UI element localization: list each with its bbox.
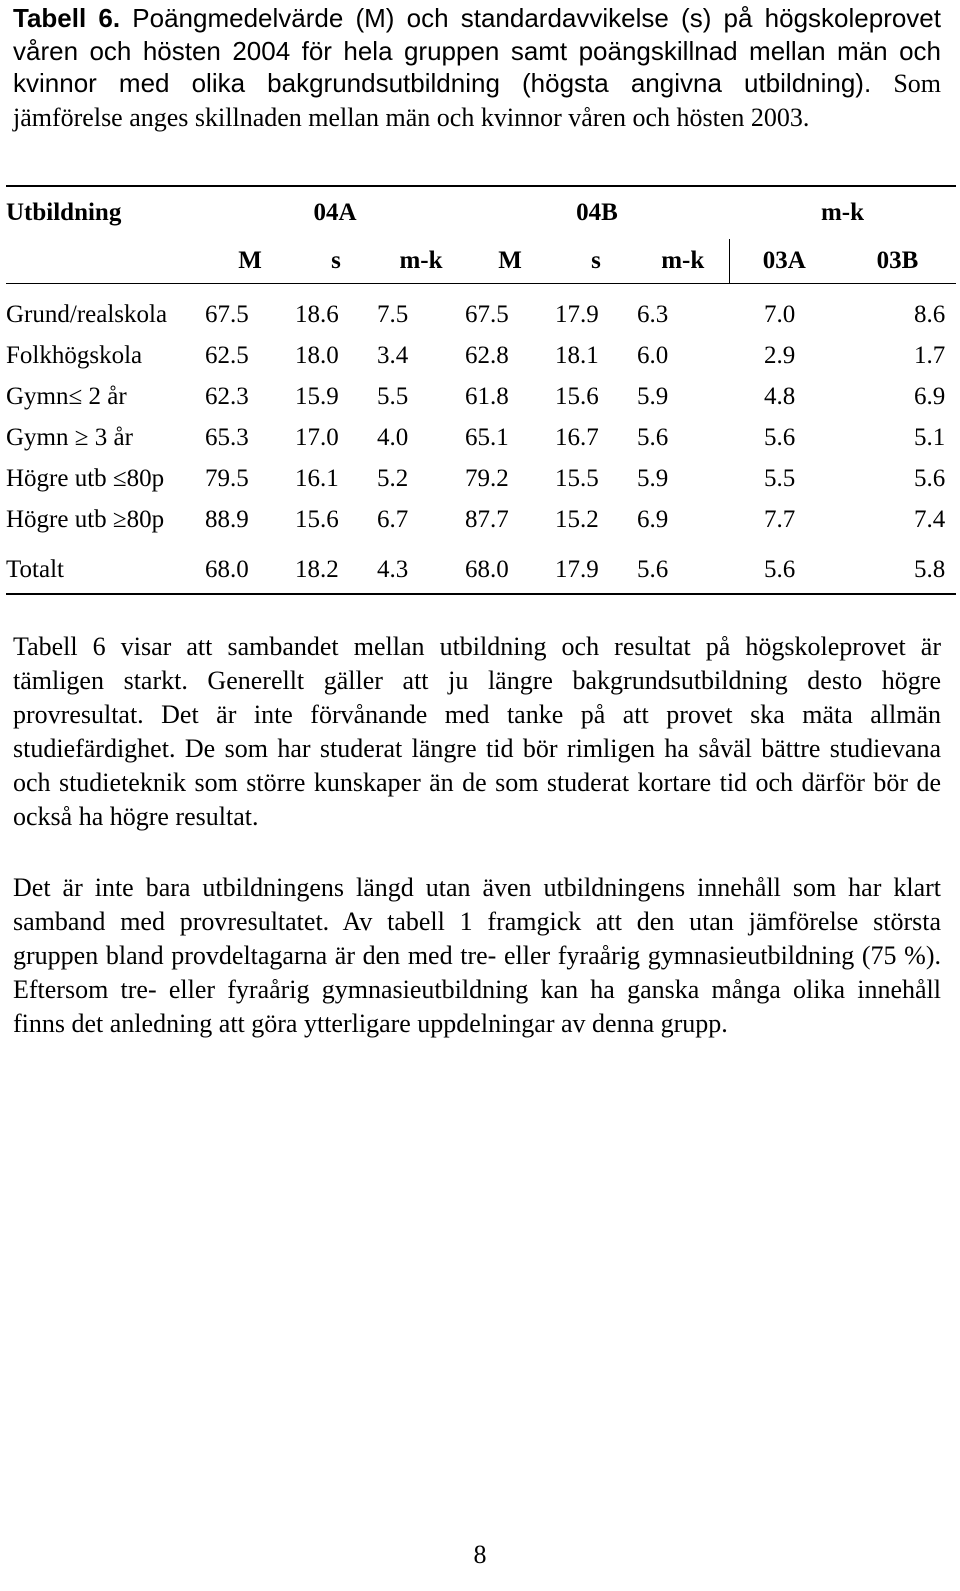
table-header-columns xyxy=(6,239,956,284)
header-col: 03A xyxy=(729,239,839,284)
header-empty xyxy=(6,239,205,284)
header-04a: 04A xyxy=(205,186,465,239)
caption-label: Tabell 6. xyxy=(13,3,121,33)
cell: 5.2 xyxy=(377,464,409,492)
cell: 8.6 xyxy=(914,300,946,328)
cell: 15.9 xyxy=(295,382,339,410)
cell: 7.0 xyxy=(764,300,796,328)
header-mk: m-k xyxy=(729,186,956,239)
cell: 62.5 xyxy=(205,341,249,369)
cell: 68.0 xyxy=(465,540,555,594)
cell: 18.6 xyxy=(295,300,339,328)
cell: 17.0 xyxy=(295,423,339,451)
cell: 5.5 xyxy=(377,382,409,410)
cell: 79.5 xyxy=(205,464,249,492)
header-col: s xyxy=(555,239,637,284)
cell: 5.6 xyxy=(764,423,796,451)
cell: 1.7 xyxy=(914,341,946,369)
row-label-total: Totalt xyxy=(6,540,205,594)
cell: 6.3 xyxy=(637,300,669,328)
row-label: Gymn≤ 2 år xyxy=(6,382,127,410)
cell: 5.6 xyxy=(729,540,839,594)
page-number: 8 xyxy=(473,1540,487,1569)
header-col: s xyxy=(295,239,377,284)
row-label: Högre utb ≥80p xyxy=(6,505,165,533)
table-row xyxy=(6,284,956,336)
cell: 68.0 xyxy=(205,540,295,594)
cell: 87.7 xyxy=(465,505,509,533)
cell: 6.9 xyxy=(914,382,946,410)
table-row xyxy=(6,335,956,376)
cell: 2.9 xyxy=(764,341,796,369)
cell: 6.0 xyxy=(637,341,669,369)
cell: 6.7 xyxy=(377,505,409,533)
header-col: M xyxy=(465,239,555,284)
cell: 4.8 xyxy=(764,382,796,410)
header-col: M xyxy=(205,239,295,284)
header-04b: 04B xyxy=(465,186,729,239)
row-label: Gymn ≥ 3 år xyxy=(6,423,133,451)
body-paragraph: Tabell 6 visar att sambandet mellan utbildning och resultat på högskoleprovet är tämligen starkt. Generellt gäller att ju längre bakgrundsutbildning desto högre provresultat. Det är inte förvånande med tanke på att provet ska mäta allmän studiefärdighet. De som har studerat längre tid bör rimligen ha såväl bättre studievana och studieteknik som större kunskaper än de som studerat kortare tid och därför bör de också ha högre resultat. xyxy=(13,632,941,831)
cell: 17.9 xyxy=(555,540,637,594)
cell: 5.8 xyxy=(839,540,956,594)
cell: 3.4 xyxy=(377,341,409,369)
cell: 18.1 xyxy=(555,341,599,369)
cell: 7.7 xyxy=(764,505,796,533)
cell: 16.7 xyxy=(555,423,599,451)
table-row xyxy=(6,458,956,499)
cell: 6.9 xyxy=(637,505,669,533)
row-label: Högre utb ≤80p xyxy=(6,464,165,492)
cell: 4.0 xyxy=(377,423,409,451)
table-row-total xyxy=(6,540,956,594)
cell: 5.9 xyxy=(637,382,669,410)
cell: 65.3 xyxy=(205,423,249,451)
cell: 7.4 xyxy=(914,505,946,533)
results-table xyxy=(6,185,956,595)
cell: 5.6 xyxy=(637,540,729,594)
cell: 5.6 xyxy=(914,464,946,492)
cell: 5.9 xyxy=(637,464,669,492)
cell: 15.5 xyxy=(555,464,599,492)
row-label: Folkhögskola xyxy=(6,341,143,369)
cell: 5.5 xyxy=(764,464,796,492)
header-col: 03B xyxy=(839,239,956,284)
cell: 15.6 xyxy=(555,382,599,410)
cell: 17.9 xyxy=(555,300,599,328)
cell: 5.1 xyxy=(914,423,946,451)
cell: 18.0 xyxy=(295,341,339,369)
table-header-groups xyxy=(6,186,956,239)
table-row xyxy=(6,417,956,458)
cell: 5.6 xyxy=(637,423,669,451)
table-row xyxy=(6,499,956,540)
table-caption xyxy=(13,2,941,134)
header-col: m-k xyxy=(637,239,729,284)
cell: 18.2 xyxy=(295,540,377,594)
cell: 79.2 xyxy=(465,464,509,492)
cell: 65.1 xyxy=(465,423,509,451)
cell: 4.3 xyxy=(377,540,465,594)
cell: 62.3 xyxy=(205,382,249,410)
cell: 67.5 xyxy=(465,300,509,328)
body-paragraph: Det är inte bara utbildningens längd utan även utbildningens innehåll som har klart samband med provresultatet. Av tabell 1 framgick att den utan jämförelse största gruppen bland provdeltagarna är den med tre- eller fyraårig gymnasieutbildning (75 %). Eftersom tre- eller fyraårig gymnasieutbildning kan ha ganska många olika innehåll finns det anledning att göra ytterligare uppdelningar av denna grupp. xyxy=(13,873,941,1038)
header-utbildning: Utbildning xyxy=(6,186,205,239)
cell: 67.5 xyxy=(205,300,249,328)
caption-text-comparison: Som jämförelse anges skillnaden mellan män och kvinnor våren och hösten 2003. xyxy=(13,69,941,132)
cell: 88.9 xyxy=(205,505,249,533)
cell: 16.1 xyxy=(295,464,339,492)
caption-text: Poängmedelvärde (M) och standardavvikelse (s) på högskoleprovet våren och hösten 2004 för hela gruppen samt poängskillnad mellan män och kvinnor med olika bakgrundsutbildning (högsta angivna utbildning). xyxy=(13,3,941,98)
table-row xyxy=(6,376,956,417)
cell: 61.8 xyxy=(465,382,509,410)
cell: 7.5 xyxy=(377,300,409,328)
row-label: Grund/realskola xyxy=(6,300,168,328)
header-col: m-k xyxy=(377,239,465,284)
cell: 15.2 xyxy=(555,505,599,533)
cell: 62.8 xyxy=(465,341,509,369)
cell: 15.6 xyxy=(295,505,339,533)
